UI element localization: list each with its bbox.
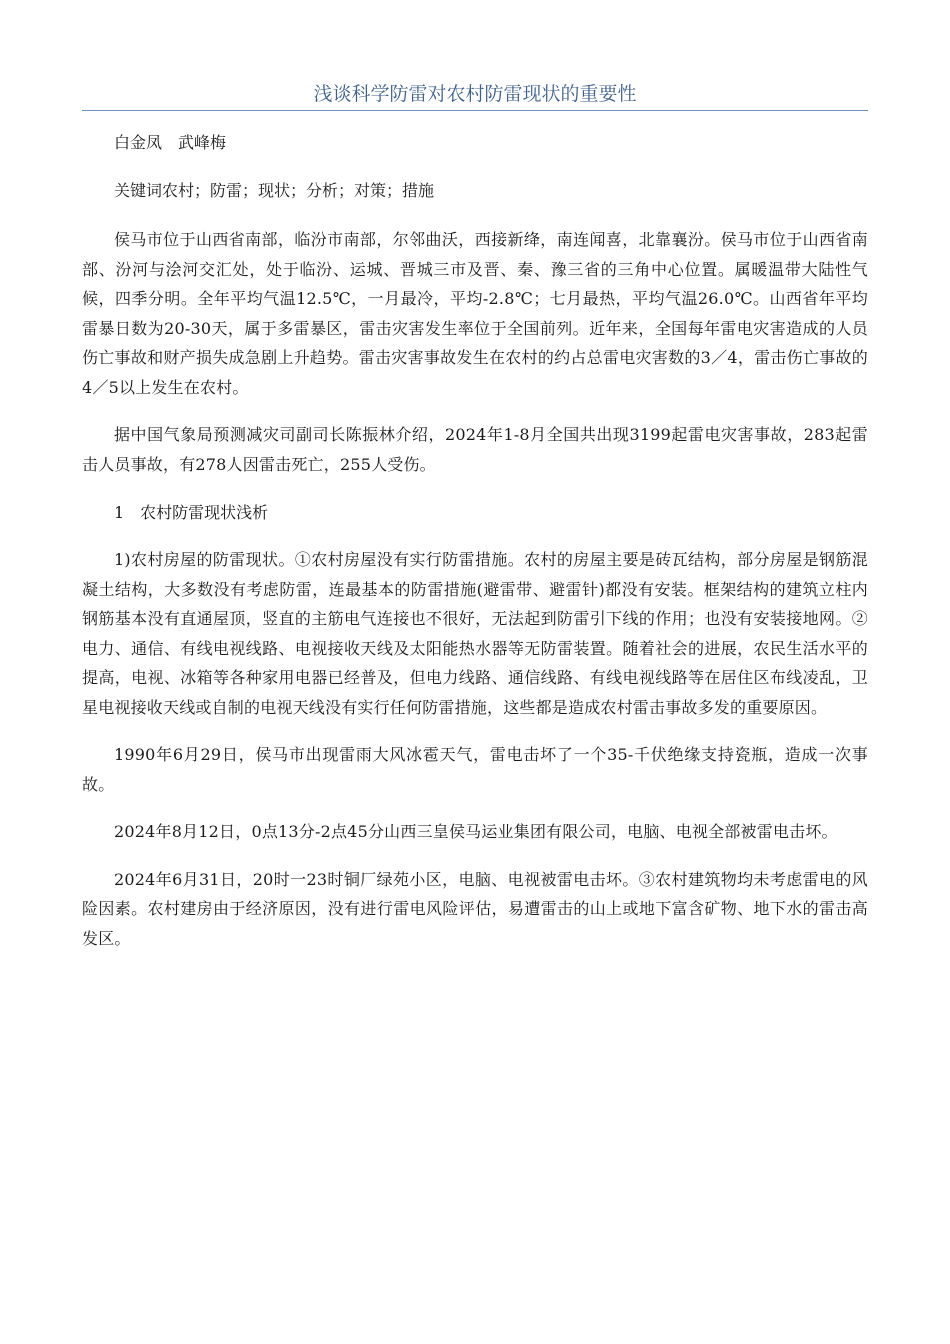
document-title: 浅谈科学防雷对农村防雷现状的重要性 [313,83,637,105]
section-heading: 1 农村防雷现状浅析 [114,503,269,522]
paragraph-incident-1990: 1990年6月29日，侯马市出现雷雨大风冰雹天气，雷电击坏了一个35-千伏绝缘支持瓷瓶，造成一次事故。 [82,745,868,794]
paragraph-incident-jun-2024: 2024年6月31日，20时一23时铜厂绿苑小区，电脑、电视被雷电击坏。③农村建筑物均未考虑雷电的风险因素。农村建房由于经济原因，没有进行雷电风险评估，易遭雷击的山上或地下富含矿物、地下水的雷击高发区。 [82,869,868,948]
title-divider [82,110,868,111]
paragraph-housing-status: 1)农村房屋的防雷现状。①农村房屋没有实行防雷措施。农村的房屋主要是砖瓦结构，部分房屋是钢筋混凝土结构，大多数没有考虑防雷，连最基本的防雷措施(避雷带、避雷针)都没有安装。框架结构的建筑立柱内钢筋基本没有直通屋顶，竖直的主筋电气连接也不很好，无法起到防雷引下线的作用；也没有安装接地网。②电力、通信、有线电视线路、电视接收天线及太阳能热水器等无防雷装置。随着社会的进展，农民生活水平的提高，电视、冰箱等各种家用电器已经普及，但电力线路、通信线路、有线电视线路等在居住区布线凌乱，卫星电视接收天线或自制的电视天线没有实行任何防雷措施，这些都是造成农村雷击事故多发的重要原因。 [82,550,868,717]
paragraph-location-climate: 侯马市位于山西省南部，临汾市南部，尔邻曲沃，西接新绛，南连闻喜，北靠襄汾。侯马市位于山西省南部、汾河与浍河交汇处，处于临汾、运城、晋城三市及晋、秦、豫三省的三角中心位置。属暖温带大陆性气候，四季分明。全年平均气温12.5℃，一月最冷，平均-2.8℃；七月最热，平均气温26.0℃。山西省年平均雷暴日数为20-30天，属于多雷暴区，雷击灾害发生率位于全国前列。近年来，全国每年雷电灾害造成的人员伤亡事故和财产损失成急剧上升趋势。雷击灾害事故发生在农村的约占总雷电灾害数的3／4，雷击伤亡事故的4／5以上发生在农村。 [82,230,868,397]
document-page [82,78,868,953]
paragraph-incident-aug-2024: 2024年8月12日，0点13分-2点45分山西三皇侯马运业集团有限公司，电脑、电视全部被雷电击坏。 [114,822,838,841]
paragraph-statistics: 据中国气象局预测减灾司副司长陈振林介绍，2024年1-8月全国共出现3199起雷电灾害事故，283起雷击人员事故，有278人因雷击死亡，255人受伤。 [82,425,868,474]
keywords: 关键词农村；防雷；现状；分析；对策；措施 [114,181,435,200]
authors: 白金凤 武峰梅 [114,133,227,152]
